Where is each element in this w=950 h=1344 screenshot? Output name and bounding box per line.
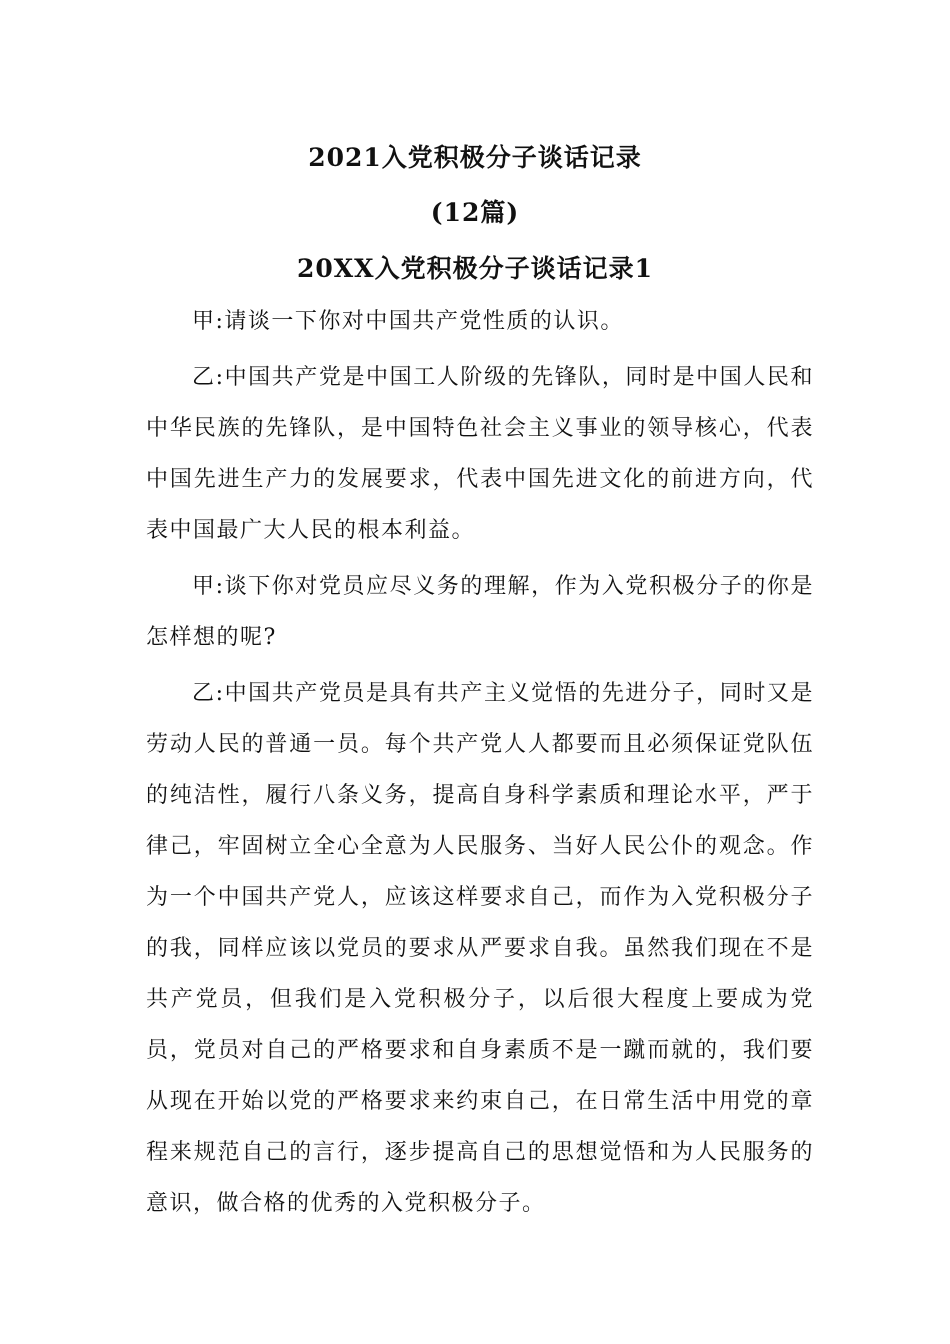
section-title: 20XX入党积极分子谈话记录1 — [297, 254, 653, 283]
document-title: 2021入党积极分子谈话记录 — [308, 143, 642, 172]
document-subtitle: (12篇) — [430, 198, 520, 227]
paragraph-question-2: 甲:谈下你对党员应尽义务的理解，作为入党积极分子的你是怎样想的呢? — [146, 574, 814, 650]
document-body — [146, 296, 814, 1234]
paragraph-answer-2: 乙:中国共产党员是具有共产主义觉悟的先进分子，同时又是劳动人民的普通一员。每个共产党人人都要而且必须保证党队伍的纯洁性，履行八条义务，提高自身科学素质和理论水平，严于律己，牢固树立全心全意为人民服务、当好人民公仆的观念。作为一个中国共产党人，应该这样要求自己，而作为入党积极分子的我，同样应该以党员的要求从严要求自我。虽然我们现在不是共产党员，但我们是入党积极分子，以后很大程度上要成为党员，党员对自己的严格要求和自身素质不是一蹴而就的，我们要从现在开始以党的严格要求来约束自己，在日常生活中用党的章程来规范自己的言行，逐步提高自己的思想觉悟和为人民服务的意识，做合格的优秀的入党积极分子。 — [146, 681, 814, 1216]
paragraph-question-1: 甲:请谈一下你对中国共产党性质的认识。 — [192, 309, 624, 334]
paragraph-answer-1: 乙:中国共产党是中国工人阶级的先锋队，同时是中国人民和中华民族的先锋队，是中国特色社会主义事业的领导核心，代表中国先进生产力的发展要求，代表中国先进文化的前进方向，代表中国最广大人民的根本利益。 — [146, 365, 814, 543]
